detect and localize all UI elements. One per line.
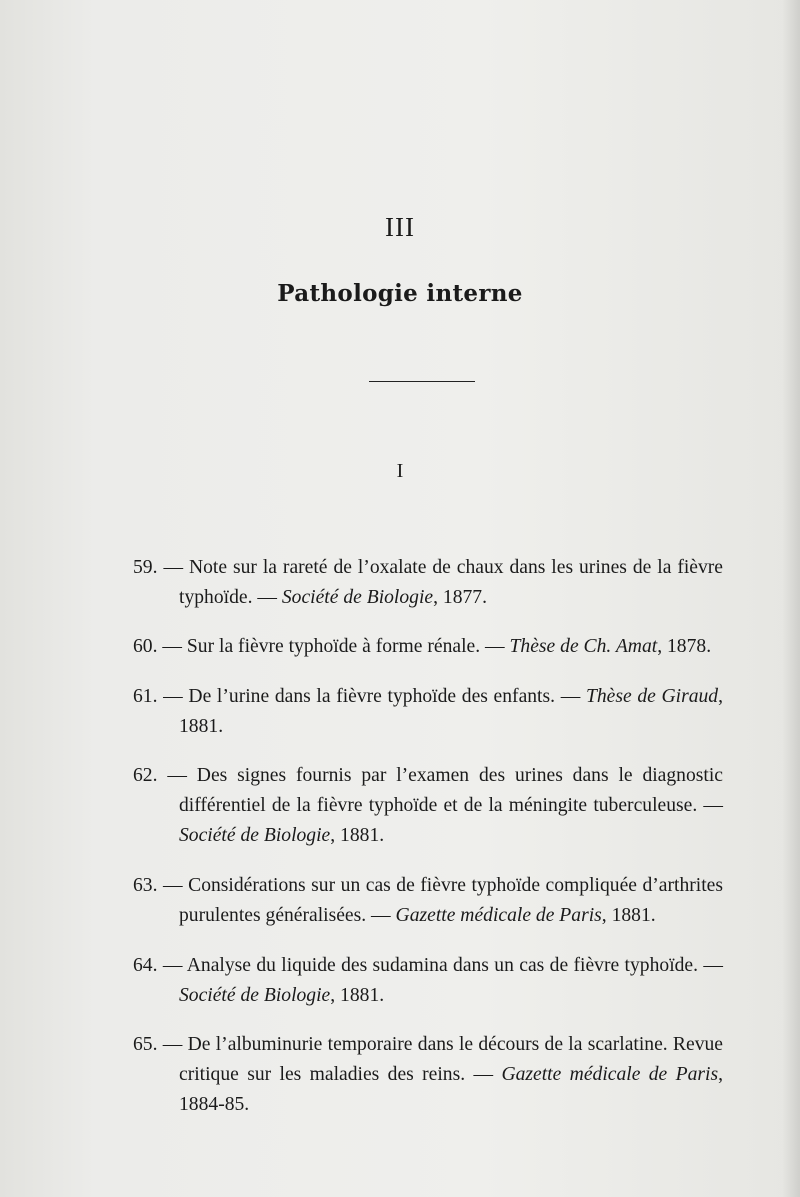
entry-year: , 1884-85. (179, 1064, 723, 1116)
entry-number: 65. (133, 1034, 158, 1056)
bibliography-entry (133, 951, 723, 1011)
bibliography-entry (133, 871, 723, 931)
entry-text: — De l’urine dans la fièvre typhoïde des enfants. — (163, 685, 586, 707)
entry-text: — Note sur la rareté de l’oxalate de chaux dans les urines de la fièvre typhoïde. — (163, 556, 723, 608)
entry-source: Gazette médicale de Paris (395, 904, 602, 926)
entry-year: , 1881. (179, 685, 723, 737)
entry-text: — Considérations sur un cas de fièvre typhoïde compliquée d’arthrites purulentes généralisées. — (163, 874, 723, 926)
entry-number: 63. (133, 874, 158, 896)
bibliography-entry (133, 682, 723, 742)
entry-text: — De l’albuminurie temporaire dans le décours de la scarlatine. Revue critique sur les maladies des reins. — (162, 1034, 723, 1086)
entry-text: — Analyse du liquide des sudamina dans un cas de fièvre typhoïde. — (162, 954, 723, 976)
entry-source: Thèse de Ch. Amat (509, 636, 658, 658)
entry-source: Thèse de Giraud (585, 685, 719, 707)
part-title: Pathologie interne (277, 280, 523, 307)
page-edge-shadow (782, 0, 800, 1197)
entry-source: Société de Biologie (179, 825, 331, 847)
entry-year: , 1881. (601, 904, 656, 926)
bibliography-entry (133, 761, 723, 851)
section-divider (369, 381, 475, 382)
entry-number: 60. (133, 636, 158, 658)
entry-year: , 1878. (657, 636, 712, 658)
bibliography-entry (133, 553, 723, 613)
entry-text: — Sur la fièvre typhoïde à forme rénale. — (162, 636, 510, 658)
entry-text: — Des signes fournis par l’examen des urines dans le diagnostic différentiel de la fièvre typhoïde et de la méningite tuberculeuse. — (167, 765, 723, 817)
entry-source: Société de Biologie (179, 984, 331, 1006)
part-numeral: III (385, 212, 415, 242)
entry-number: 59. (133, 556, 158, 578)
entry-number: 64. (133, 954, 158, 976)
subsection-numeral: I (396, 460, 404, 482)
entry-year: , 1881. (330, 984, 385, 1006)
entry-year: , 1881. (330, 825, 385, 847)
entry-number: 62. (133, 765, 158, 787)
bibliography-entry (133, 1030, 723, 1120)
entry-number: 61. (133, 685, 158, 707)
entry-source: Gazette médicale de Paris (501, 1064, 719, 1086)
entry-year: , 1877. (433, 586, 487, 608)
entry-source: Société de Biologie (281, 586, 434, 608)
bibliography-entry (133, 632, 723, 662)
bibliography-list (133, 533, 723, 1128)
